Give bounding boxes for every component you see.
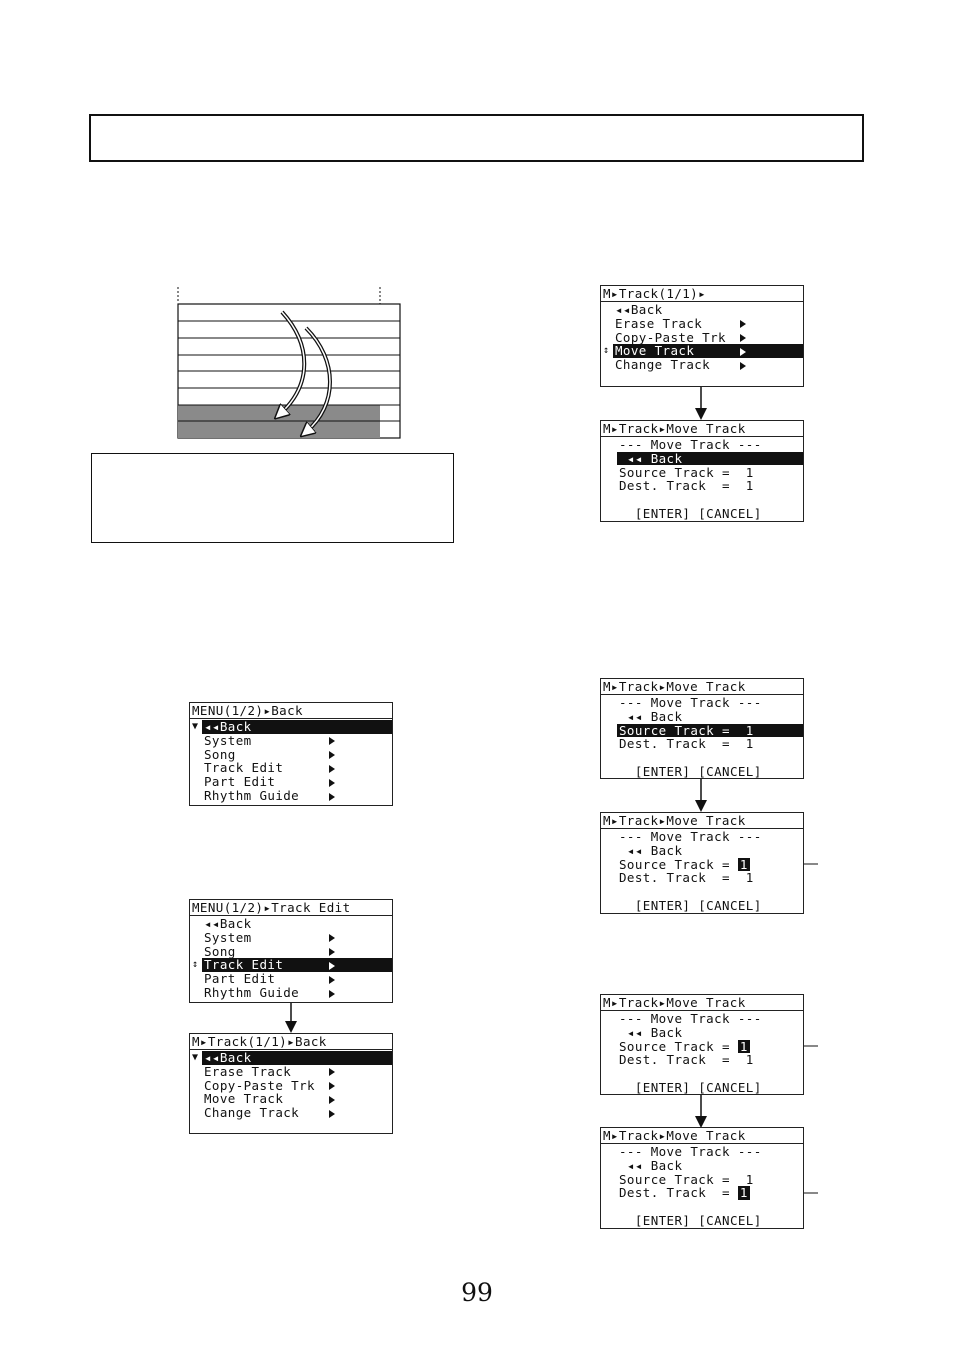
lcd-row[interactable] xyxy=(617,438,803,452)
submenu-arrow-icon xyxy=(328,789,336,803)
lcd-row-label: Dest. Track = 1 xyxy=(619,736,754,752)
lcd-row[interactable] xyxy=(202,720,392,734)
lcd-row-label: --- Move Track --- xyxy=(619,1144,762,1159)
lcd-row-label: Track Edit xyxy=(204,957,284,973)
lcd-row-label: System xyxy=(204,732,252,748)
lcd-row-label: Track Edit xyxy=(204,760,284,776)
lcd-row[interactable] xyxy=(617,507,803,521)
lcd-screen-track-move xyxy=(600,285,804,387)
lcd-row[interactable] xyxy=(617,1145,803,1159)
lcd-row[interactable] xyxy=(202,1051,392,1065)
lcd-row[interactable] xyxy=(202,972,392,986)
lcd-row-label: Move Track xyxy=(204,1091,284,1107)
submenu-arrow-icon xyxy=(328,1106,336,1120)
lcd-row[interactable] xyxy=(617,493,803,507)
lcd-row[interactable] xyxy=(617,871,803,885)
submenu-arrow-icon xyxy=(328,931,336,945)
lcd-row[interactable] xyxy=(617,858,803,872)
lcd-row-label: Rhythm Guide xyxy=(204,788,300,803)
lcd-row-label: --- Move Track --- xyxy=(619,695,762,710)
lcd-row[interactable] xyxy=(617,1081,803,1095)
lcd-screen-move-track-back xyxy=(600,420,804,522)
lcd-row-label: Copy-Paste Trk xyxy=(204,1077,315,1093)
lcd-row-label: ◂◂ Back xyxy=(619,1157,683,1173)
lcd-screen-menu-back xyxy=(189,702,393,806)
lcd-row[interactable] xyxy=(613,303,803,317)
lcd-row[interactable] xyxy=(202,789,392,803)
submenu-arrow-icon xyxy=(328,734,336,748)
lcd-row[interactable] xyxy=(613,358,803,372)
lcd-row-label: --- Move Track --- xyxy=(619,1011,762,1026)
lcd-row[interactable] xyxy=(617,751,803,765)
lcd-row-label: [ENTER] [CANCEL] xyxy=(619,1080,762,1095)
lcd-row[interactable] xyxy=(617,1053,803,1067)
lcd-row-label: System xyxy=(204,929,252,945)
lcd-screen-move-track-source-set xyxy=(600,994,804,1095)
lcd-row[interactable] xyxy=(617,1200,803,1214)
submenu-arrow-icon xyxy=(328,748,336,762)
lcd-selected-value[interactable]: 1 xyxy=(739,1038,748,1054)
lcd-row[interactable] xyxy=(202,958,392,972)
submenu-arrow-icon xyxy=(328,958,336,972)
lcd-title: M▸Track▸Move Track xyxy=(601,679,803,695)
lcd-title: M▸Track▸Move Track xyxy=(601,813,803,829)
lcd-row[interactable] xyxy=(202,761,392,775)
submenu-arrow-icon xyxy=(328,972,336,986)
lcd-title: M▸Track▸Move Track xyxy=(601,995,803,1011)
lcd-row-label: [ENTER] [CANCEL] xyxy=(619,1213,762,1228)
lcd-row[interactable] xyxy=(617,1159,803,1173)
scroll-indicator-icon: ↕ xyxy=(192,959,199,971)
lcd-row[interactable] xyxy=(617,830,803,844)
lcd-row[interactable] xyxy=(617,452,803,466)
lcd-screen-menu-track-edit xyxy=(189,899,393,1003)
lcd-row-label: Part Edit xyxy=(204,774,276,790)
scroll-indicator-icon: ▼ xyxy=(192,1052,199,1063)
lcd-row-label: Source Track = 1 xyxy=(619,464,754,480)
lcd-row-label: Erase Track xyxy=(615,315,703,331)
lcd-row-label: Dest. Track = 1 xyxy=(619,1052,754,1068)
lcd-row[interactable] xyxy=(202,1079,392,1093)
lcd-row[interactable] xyxy=(617,885,803,899)
lcd-row-label: [ENTER] [CANCEL] xyxy=(619,898,762,913)
lcd-row[interactable] xyxy=(202,931,392,945)
lcd-row[interactable] xyxy=(617,1026,803,1040)
submenu-arrow-icon xyxy=(739,344,747,358)
lcd-row-label: ◂◂Back xyxy=(615,302,663,317)
lcd-row[interactable] xyxy=(202,775,392,789)
lcd-row[interactable] xyxy=(202,1065,392,1079)
lcd-row[interactable] xyxy=(617,1012,803,1026)
lcd-row-label: Erase Track xyxy=(204,1063,292,1079)
lcd-row-label: ◂◂ Back xyxy=(619,450,683,466)
lcd-screen-move-track-source-edit xyxy=(600,812,804,914)
lcd-row-label: Source Track = xyxy=(619,1038,738,1054)
lcd-row-label: ◂◂ Back xyxy=(619,708,683,724)
lcd-row[interactable] xyxy=(617,696,803,710)
lcd-selected-value[interactable]: 1 xyxy=(739,1185,748,1201)
lcd-row[interactable] xyxy=(202,1106,392,1120)
lcd-title: MENU(1/2)▸Track Edit xyxy=(190,900,392,916)
lcd-row-label: Move Track xyxy=(615,343,695,359)
lcd-row-label: Dest. Track = 1 xyxy=(619,870,754,886)
lcd-row-label: --- Move Track --- xyxy=(619,437,762,452)
lcd-row-label: ◂◂Back xyxy=(204,916,252,931)
lcd-row-label: Song xyxy=(204,746,236,762)
submenu-arrow-icon xyxy=(739,317,747,331)
lcd-selected-value[interactable]: 1 xyxy=(739,856,748,872)
lcd-row[interactable] xyxy=(613,344,803,358)
lcd-row-label: Change Track xyxy=(615,357,711,373)
lcd-row-label: Part Edit xyxy=(204,971,276,987)
lcd-row-label: Change Track xyxy=(204,1105,300,1121)
lcd-row[interactable] xyxy=(617,765,803,779)
submenu-arrow-icon xyxy=(328,986,336,1000)
lcd-row[interactable] xyxy=(617,479,803,493)
submenu-arrow-icon xyxy=(739,331,747,345)
lcd-row[interactable] xyxy=(202,917,392,931)
lcd-row[interactable] xyxy=(617,1067,803,1081)
lcd-row-label: Source Track = 1 xyxy=(619,1171,754,1187)
lcd-row[interactable] xyxy=(617,1173,803,1187)
lcd-row[interactable] xyxy=(617,899,803,913)
lcd-row[interactable] xyxy=(202,945,392,959)
lcd-row[interactable] xyxy=(617,724,803,738)
lcd-row-label: Dest. Track = xyxy=(619,1185,738,1201)
lcd-row-label: ◂◂Back xyxy=(204,719,252,734)
lcd-row-label: ◂◂ Back xyxy=(619,1024,683,1040)
scroll-indicator-icon: ▼ xyxy=(192,721,199,732)
lcd-screen-move-track-source xyxy=(600,678,804,779)
lcd-title: M▸Track(1/1)▸Back xyxy=(190,1034,392,1050)
lcd-row[interactable] xyxy=(613,331,803,345)
submenu-arrow-icon xyxy=(328,1092,336,1106)
lcd-row[interactable] xyxy=(617,1214,803,1228)
lcd-row-label: Song xyxy=(204,943,236,959)
lcd-row[interactable] xyxy=(617,1040,803,1054)
lcd-row-label: ◂◂ Back xyxy=(619,842,683,858)
lcd-row-label: Copy-Paste Trk xyxy=(615,329,726,345)
lcd-title: M▸Track▸Move Track xyxy=(601,1128,803,1144)
note-box xyxy=(91,453,454,543)
lcd-row-label: ◂◂Back xyxy=(204,1050,252,1065)
submenu-arrow-icon xyxy=(328,775,336,789)
lcd-title: M▸Track▸Move Track xyxy=(601,421,803,437)
page-number: 99 xyxy=(461,1278,493,1307)
lcd-row[interactable] xyxy=(202,1092,392,1106)
lcd-row[interactable] xyxy=(617,737,803,751)
lcd-row[interactable] xyxy=(202,734,392,748)
lcd-row-label: Dest. Track = 1 xyxy=(619,478,754,494)
lcd-row-label: [ENTER] [CANCEL] xyxy=(619,764,762,779)
lcd-row-label: Source Track = xyxy=(619,856,738,872)
lcd-title: M▸Track(1/1)▸ xyxy=(601,286,803,302)
lcd-screen-track-back xyxy=(189,1033,393,1134)
lcd-row[interactable] xyxy=(202,986,392,1000)
submenu-arrow-icon xyxy=(328,761,336,775)
lcd-row[interactable] xyxy=(613,317,803,331)
lcd-row-label: Rhythm Guide xyxy=(204,985,300,1000)
submenu-arrow-icon xyxy=(328,1065,336,1079)
lcd-row[interactable] xyxy=(617,466,803,480)
lcd-row-label: --- Move Track --- xyxy=(619,829,762,844)
submenu-arrow-icon xyxy=(328,945,336,959)
lcd-title: MENU(1/2)▸Back xyxy=(190,703,392,719)
lcd-row-label: Source Track = 1 xyxy=(619,722,754,738)
submenu-arrow-icon xyxy=(328,1079,336,1093)
lcd-row[interactable] xyxy=(617,1186,803,1200)
lcd-row[interactable] xyxy=(202,748,392,762)
lcd-screen-move-track-dest-edit xyxy=(600,1127,804,1229)
scroll-indicator-icon: ↕ xyxy=(603,345,610,357)
lcd-row[interactable] xyxy=(617,844,803,858)
lcd-row-label: [ENTER] [CANCEL] xyxy=(619,506,762,521)
lcd-row[interactable] xyxy=(617,710,803,724)
submenu-arrow-icon xyxy=(739,358,747,372)
